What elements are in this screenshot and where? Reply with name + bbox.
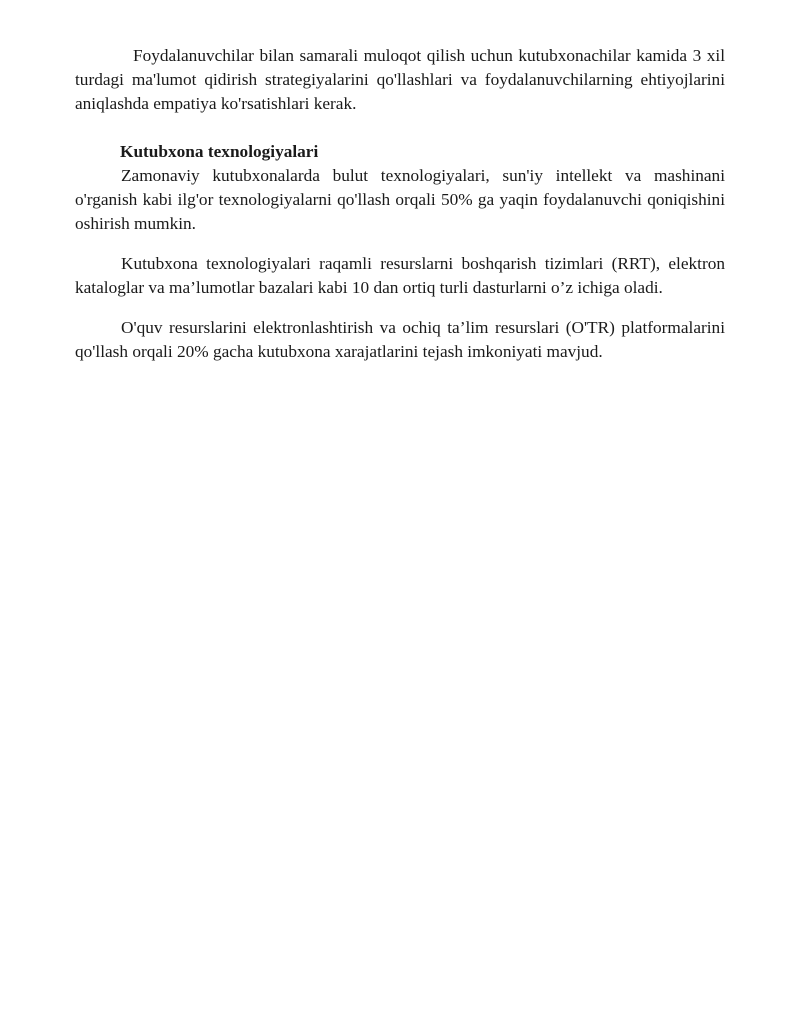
intro-paragraph: Foydalanuvchilar bilan samarali muloqot qilish uchun kutubxonachilar kamida 3 xil turdagi ma'lumot qidirish strategiyalarini qo'llashlari va foydalanuvchilarning ehtiyojlarini aniqlashda empatiya ko'rsatishlari kerak.	[75, 46, 725, 113]
section-paragraph-3: O'quv resurslarini elektronlashtirish va ochiq ta’lim resurslari (O'TR) platformalarini qo'llash orqali 20% gacha kutubxona xarajatlarini tejash imkoniyati mavjud.	[75, 318, 725, 361]
section-paragraph-1: Zamonaviy kutubxonalarda bulut texnologiyalari, sun'iy intellekt va mashinani o'rganish kabi ilg'or texnologiyalarni qo'llash orqali 50% ga yaqin foydalanuvchi qoniqishini oshirish mumkin.	[75, 166, 725, 233]
document-body	[75, 44, 725, 364]
section-paragraph-2: Kutubxona texnologiyalari raqamli resurslarni boshqarish tizimlari (RRT), elektron kataloglar va ma’lumotlar bazalari kabi 10 dan ortiq turli dasturlarni o’z ichiga oladi.	[75, 254, 725, 297]
section-heading: Kutubxona texnologiyalari	[120, 142, 319, 161]
